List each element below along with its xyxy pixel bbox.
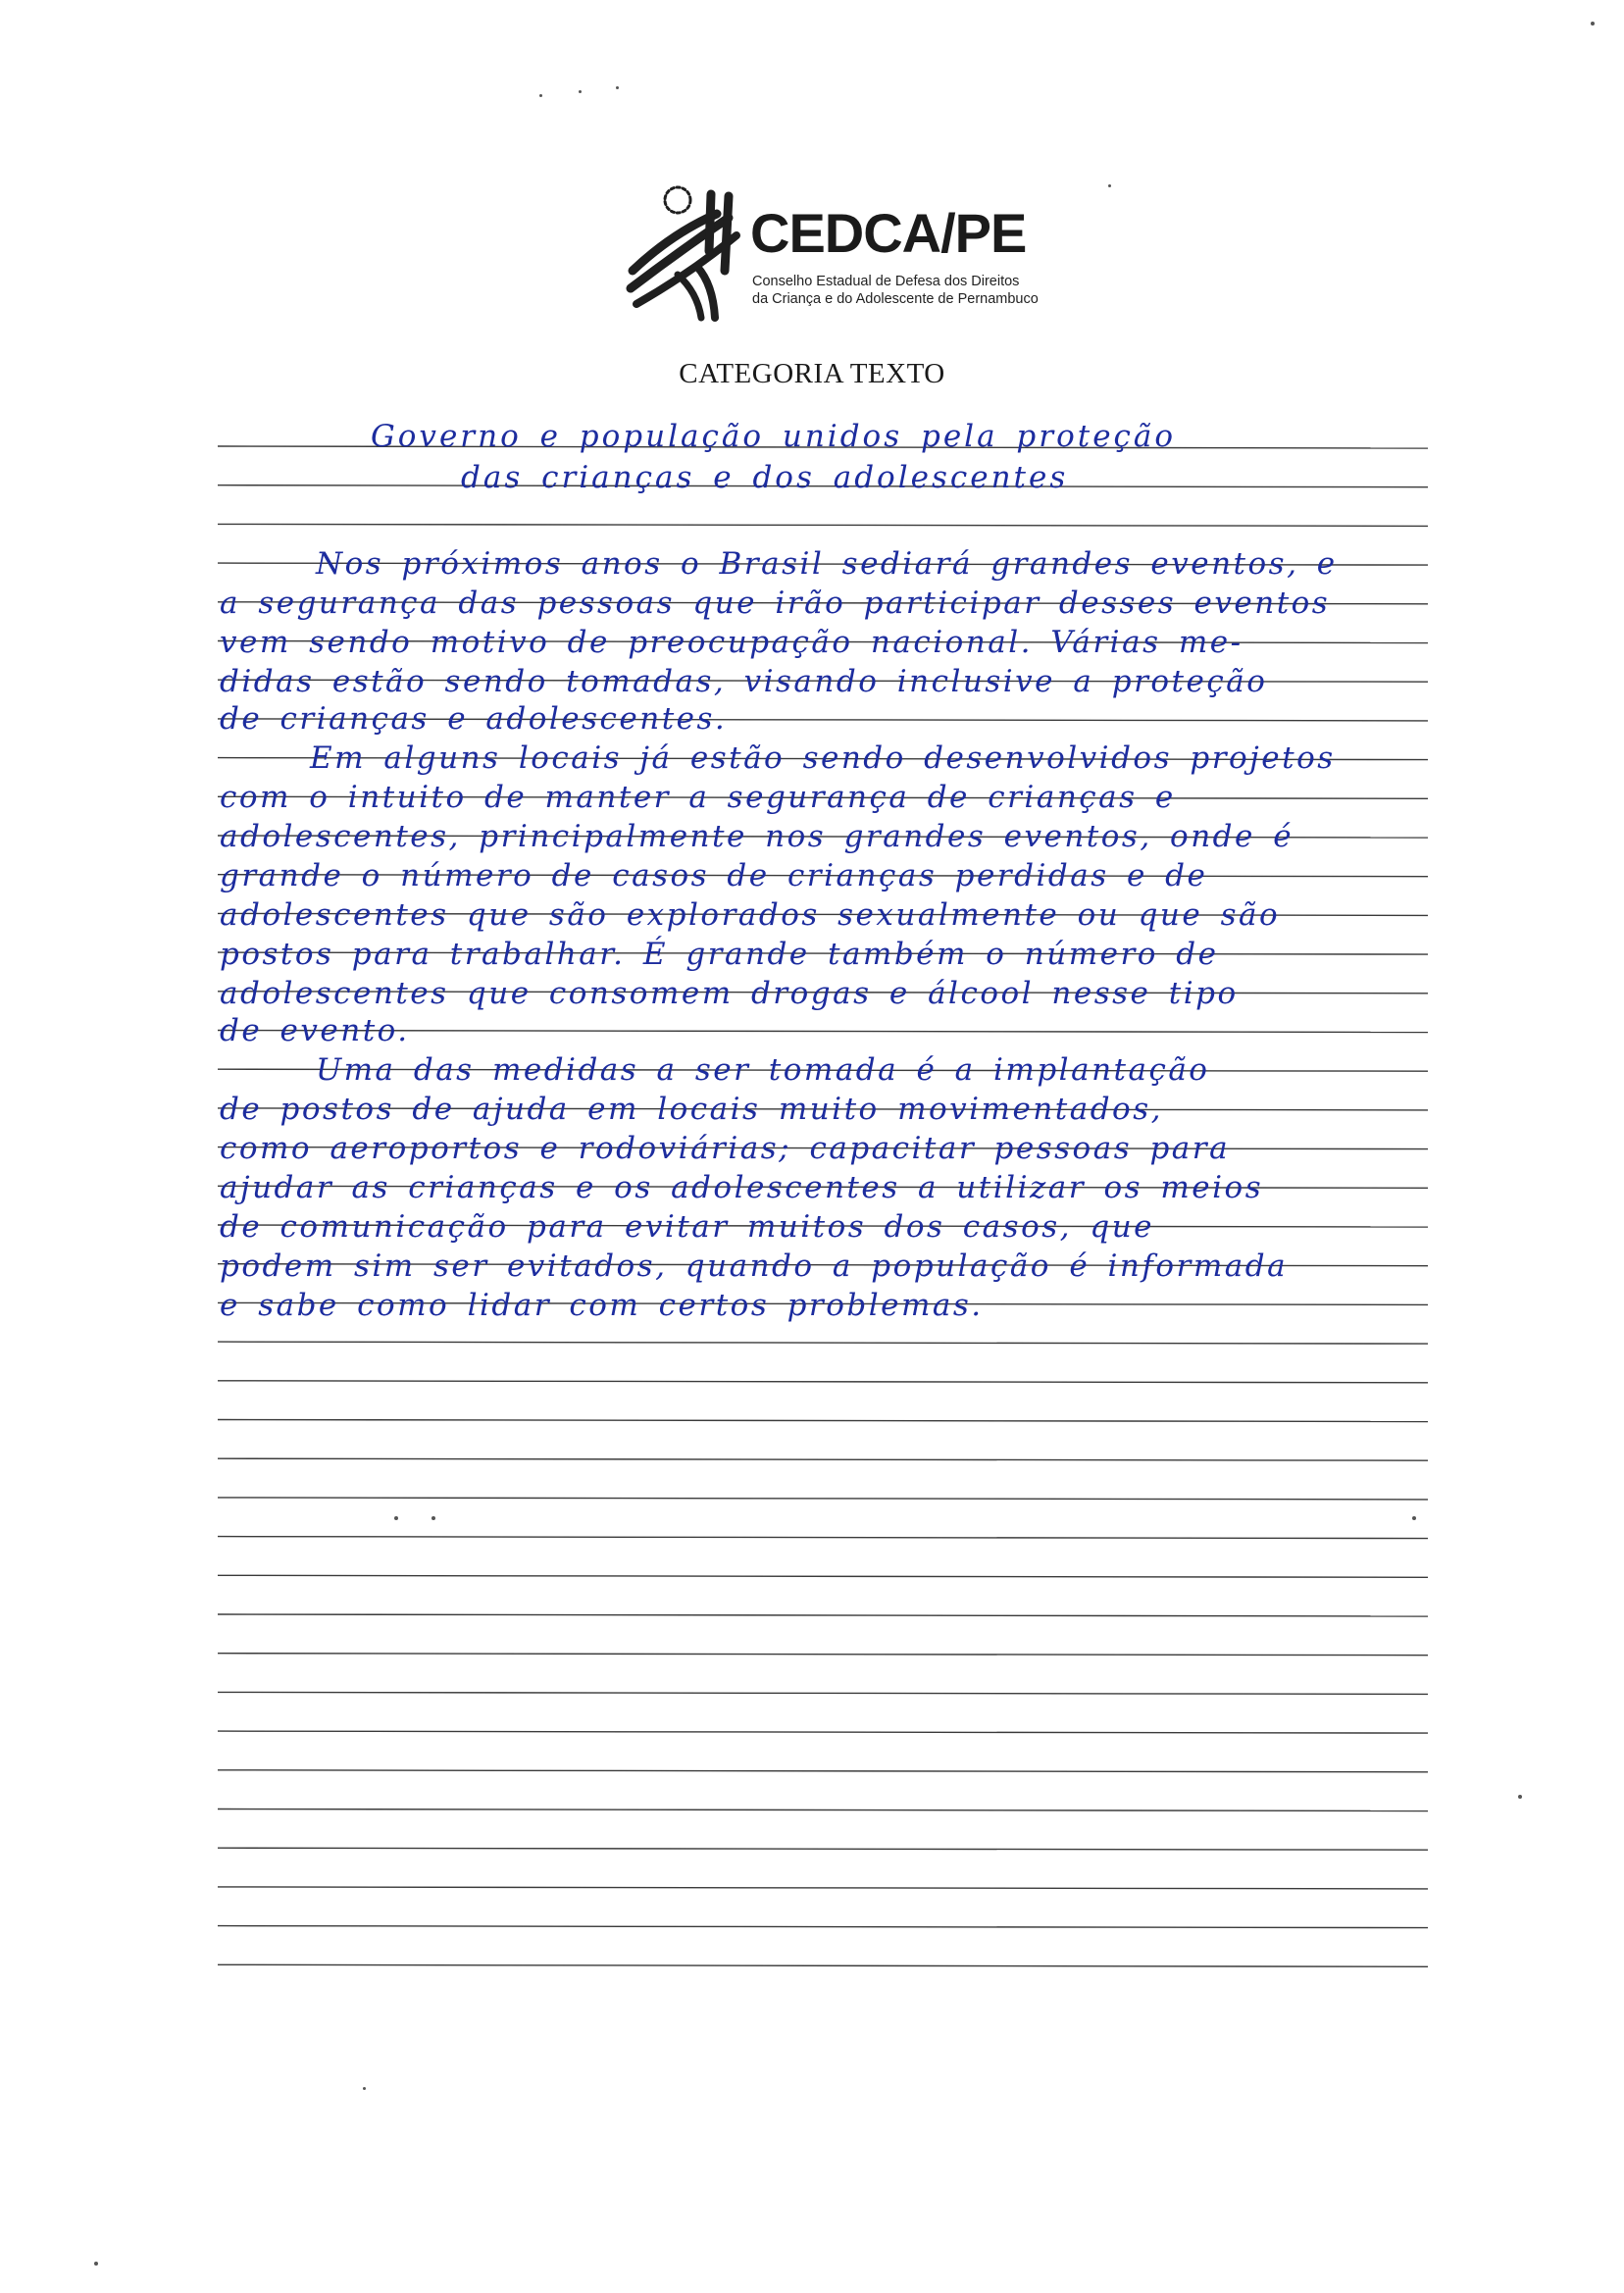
ruled-line <box>218 1964 1428 1966</box>
ruled-line <box>218 1692 1428 1694</box>
essay-line: adolescentes que consomem drogas e álcool nesse tipo <box>220 976 1239 1011</box>
scan-speck <box>1412 1516 1416 1520</box>
scan-speck <box>394 1516 398 1520</box>
essay-line: grande o número de casos de crianças perdidas e de <box>220 858 1208 893</box>
essay-line: como aeroportos e rodoviárias; capacitar pessoas para <box>220 1131 1231 1166</box>
scan-speck <box>539 94 542 97</box>
category-title: CATEGORIA TEXTO <box>679 358 945 389</box>
essay-line: e sabe como lidar com certos problemas. <box>220 1288 984 1323</box>
ruled-line <box>218 1887 1428 1889</box>
scan-speck <box>363 2087 366 2090</box>
ruled-line <box>218 1809 1428 1811</box>
ruled-line <box>218 1926 1428 1928</box>
scan-speck <box>1518 1795 1522 1799</box>
essay-line: didas estão sendo tomadas, visando inclusive a proteção <box>220 664 1268 699</box>
essay-line: adolescentes que são explorados sexualmente ou que são <box>220 897 1281 933</box>
scan-speck <box>616 86 619 89</box>
essay-line: podem sim ser evitados, quando a população é informada <box>220 1248 1289 1284</box>
ruled-line <box>218 1654 1428 1656</box>
scan-speck <box>579 90 582 93</box>
scan-speck <box>431 1516 435 1520</box>
ruled-line <box>218 1420 1428 1422</box>
ruled-line <box>218 1848 1428 1850</box>
scan-speck <box>1108 184 1111 187</box>
essay-line: ajudar as crianças e os adolescentes a utilizar os meios <box>220 1170 1264 1205</box>
ruled-line <box>218 1498 1428 1500</box>
essay-title-line: Governo e população unidos pela proteção <box>371 419 1177 454</box>
essay-line: vem sendo motivo de preocupação nacional. Várias me- <box>220 625 1243 660</box>
logo-name: CEDCA/PE <box>750 202 1027 264</box>
ruled-line <box>218 1575 1428 1577</box>
ruled-line <box>218 1537 1428 1539</box>
essay-line: de crianças e adolescentes. <box>220 701 728 737</box>
essay-line: Uma das medidas a ser tomada é a implantação <box>316 1052 1210 1088</box>
ruled-line <box>218 524 1428 526</box>
ruled-line <box>218 1342 1428 1344</box>
essay-line: de comunicação para evitar muitos dos casos, que <box>220 1209 1154 1245</box>
essay-line: de postos de ajuda em locais muito movimentados, <box>220 1092 1163 1127</box>
logo-subtitle-line-2: da Criança e do Adolescente de Pernambuco <box>752 291 1039 307</box>
scan-speck <box>1591 22 1595 25</box>
essay-line: de evento. <box>220 1013 410 1048</box>
essay-line: Em alguns locais já estão sendo desenvolvidos projetos <box>310 740 1336 776</box>
ruled-line <box>218 1381 1428 1383</box>
essay-line: a segurança das pessoas que irão participar desses eventos <box>220 586 1331 621</box>
scan-speck <box>94 2262 98 2266</box>
essay-line: Nos próximos anos o Brasil sediará grandes eventos, e <box>316 546 1338 582</box>
ruled-line <box>218 1458 1428 1460</box>
essay-line: adolescentes, principalmente nos grandes eventos, onde é <box>220 819 1294 854</box>
ruled-line <box>218 1614 1428 1616</box>
essay-title-line: das crianças e dos adolescentes <box>461 460 1069 495</box>
logo-subtitle-line-1: Conselho Estadual de Defesa dos Direitos <box>752 274 1020 289</box>
essay-line: com o intuito de manter a segurança de crianças e <box>220 780 1176 815</box>
essay-line: postos para trabalhar. É grande também o número de <box>220 937 1219 972</box>
ruled-line <box>218 1770 1428 1772</box>
ruled-line <box>218 1731 1428 1733</box>
